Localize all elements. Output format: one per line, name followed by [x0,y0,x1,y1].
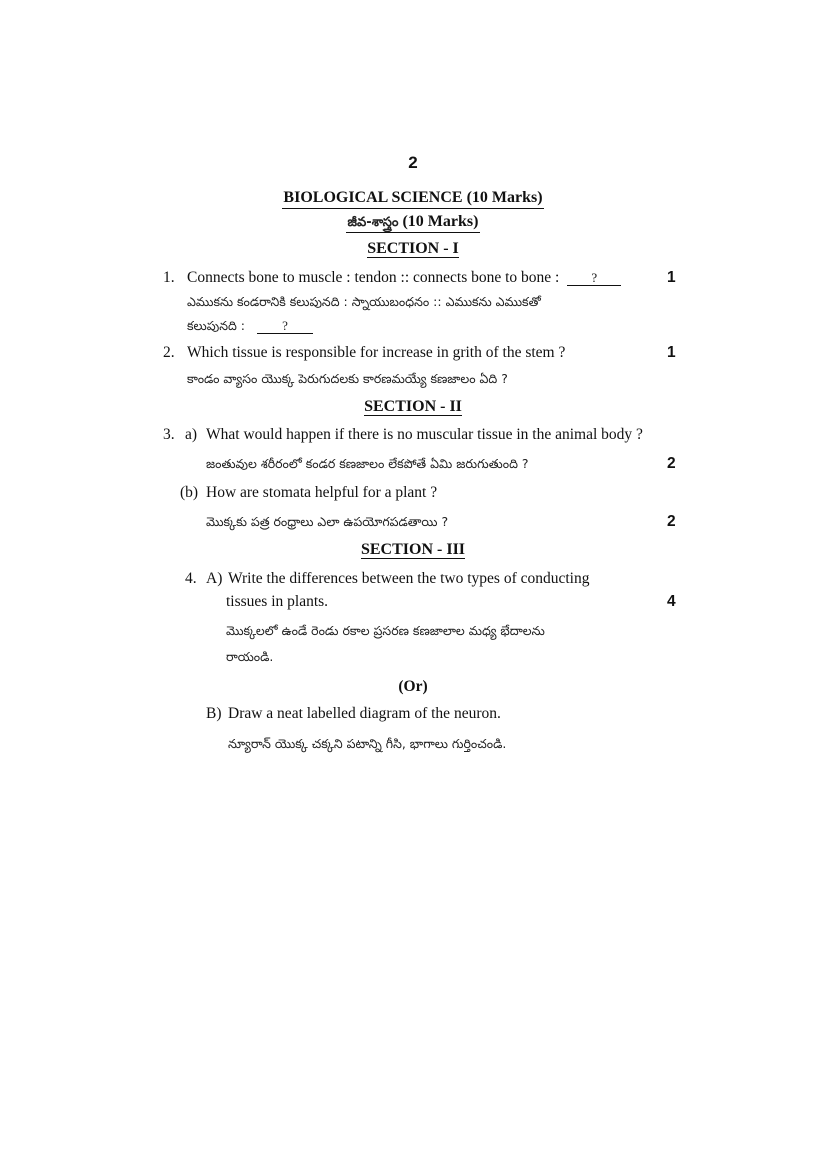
question-1-telugu-line1: ఎముకను కండరానికి కలుపునది : స్నాయుబంధనం :: ఎముకను ఎముకతో [187,294,541,309]
telugu-subject-word: జీవ-శాస్త్రం [347,215,399,230]
section-heading-1 [0,240,826,258]
question-3-number: 3. [163,426,175,443]
question-3a-telugu: జంతువుల శరీరంలో కండర కణజాలం లేకపోతే ఏమి జరుగుతుంది ? [206,456,529,471]
question-1-telugu-text: కలుపునది : [187,318,245,333]
question-3a-english: What would happen if there is no muscular tissue in the animal body ? [206,426,643,443]
answer-blank-telugu: ? [257,319,313,334]
question-3b-english: How are stomata helpful for a plant ? [206,484,438,501]
question-4b-english: Draw a neat labelled diagram of the neuron. [228,705,501,722]
telugu-title-suffix: (10 Marks) [398,213,479,230]
question-1-marks: 1 [667,269,676,286]
question-2-marks: 1 [667,344,676,361]
page-number: 2 [408,153,418,172]
question-1-english [187,269,621,287]
answer-blank: ? [567,271,621,286]
section-heading-text: SECTION - I [367,240,459,257]
question-4a-english-line1: Write the differences between the two types of conducting [228,570,590,587]
question-2-number: 2. [163,344,175,361]
question-4a-label: A) [206,570,223,587]
section-heading-2 [0,398,826,416]
paper-title-text: BIOLOGICAL SCIENCE (10 Marks) [282,189,543,209]
or-separator: (Or) [398,678,428,695]
question-1-number: 1. [163,269,175,286]
section-heading-text: SECTION - II [364,398,462,415]
paper-title-telugu [0,213,826,233]
question-4a-telugu-line1: మొక్కలలో ఉండే రెండు రకాల ప్రసరణ కణజాలాల మధ్య భేదాలను [226,623,545,638]
paper-title-telugu-text [346,213,481,233]
section-heading-text: SECTION - III [360,541,466,558]
question-3b-marks: 2 [667,513,676,530]
question-4b-label: B) [206,705,222,722]
question-4b-telugu: న్యూరాన్ యొక్క చక్కని పటాన్ని గీసి, భాగాలు గుర్తించండి. [228,736,507,751]
question-4a-english-line2: tissues in plants. [226,593,329,610]
question-4-number: 4. [185,570,197,587]
question-2-telugu: కాండం వ్యాసం యొక్క పెరుగుదలకు కారణమయ్యే కణజాలం ఏది ? [187,371,508,386]
question-1-telugu-line2 [187,318,313,337]
question-4a-marks: 4 [667,593,676,610]
section-heading-3 [0,541,826,559]
question-1-text: Connects bone to muscle : tendon :: connects bone to bone : [187,269,560,286]
question-3a-marks: 2 [667,455,676,472]
paper-title [0,189,826,207]
question-3b-label: (b) [180,484,199,501]
question-2-english: Which tissue is responsible for increase in grith of the stem ? [187,344,566,361]
question-3b-telugu: మొక్కకు పత్ర రంధ్రాలు ఎలా ఉపయోగపడతాయి ? [206,514,449,529]
question-4a-telugu-line2: రాయండి. [226,649,274,664]
question-3a-label: a) [185,426,198,443]
